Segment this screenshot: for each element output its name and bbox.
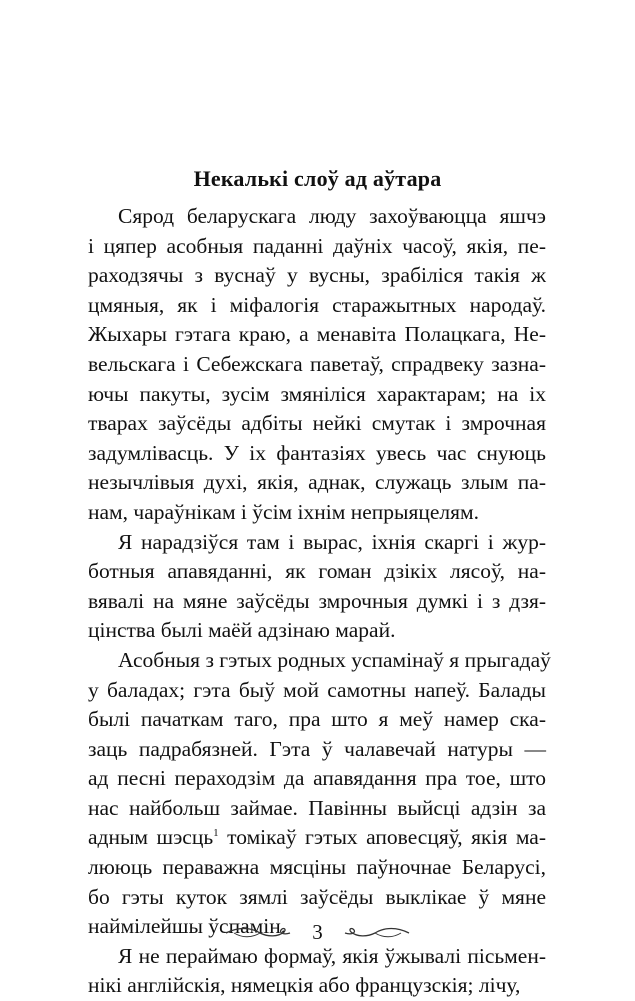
body-text: [88, 202, 551, 1001]
text-line: ботныя апавяданні, як гоман дзікіх лясоў, на-: [88, 559, 546, 584]
text-line: Жыхары гэтага краю, а менавіта Полацкага, Не-: [88, 322, 546, 347]
text-line: раходзячы з вуснаў у вусны, зрабіліся такія ж: [88, 263, 546, 288]
text-line: цінства былі маёй адзінаю марай.: [88, 618, 396, 643]
footnote-marker[interactable]: 1: [213, 827, 219, 840]
text-line: заць падрабязней. Гэта ў чалавечай натуры —: [88, 736, 546, 761]
text-line: і цяпер асобныя паданні даўніх часоў, якія, пе-: [88, 233, 546, 258]
text-line: у баладах; гэта быў мой самотны напеў. Балады: [88, 677, 546, 702]
text-line: Я нарадзіўся там і вырас, іхнія скаргі і жур-: [118, 529, 546, 554]
text-line: нам, чараўнікам і ўсім іхнім непрыяцелям.: [88, 499, 479, 524]
text-line: Я не пераймаю формаў, якія ўжывалі пісьмен-: [118, 943, 546, 968]
text-line: Асобныя з гэтых родных успамінаў я прыгадаў: [118, 647, 551, 672]
text-line: цмяныя, як і міфалогія старажытных народаў.: [88, 292, 546, 317]
text-line: вявалі на мяне заўсёды змрочныя думкі і з дзя-: [88, 588, 546, 613]
chapter-title: Некалькі слоў ад аўтара: [193, 166, 442, 191]
text-line: нікі англійскія, нямецкія або французскія; лічу,: [88, 973, 521, 998]
right-flourish-icon: [341, 925, 411, 941]
text-line: задумлівасць. У іх фантазіях увесь час снуюць: [88, 440, 546, 465]
text-line: ад песні пераходзім да апавядання пра тое, што: [88, 766, 546, 791]
text-line: ючы пакуты, зусім змяніліся характарам; на іх: [88, 381, 546, 406]
text-line: адным шэсць$^1$ томікаў гэтых аповесцяў, якія ма-: [88, 825, 546, 850]
text-line: наймілейшы ўспамін.: [88, 914, 287, 939]
page-number: 3: [312, 920, 323, 944]
page-footer: [0, 920, 635, 945]
text-line: Сярод беларускага люду захоўваюцца яшчэ: [118, 204, 546, 228]
text-line: лююць пераважна мясціны паўночнае Беларусі,: [88, 855, 546, 880]
text-line: тварах заўсёды адбіты нейкі смутак і змрочная: [88, 411, 546, 436]
text-line: незычлівыя духі, якія, аднак, служаць злым па-: [88, 470, 546, 495]
left-flourish-icon: [224, 925, 294, 941]
text-line: былі пачаткам таго, пра што я меў намер ска-: [88, 707, 546, 732]
text-line: бо гэты куток зямлі заўсёды выклікае ў мяне: [88, 884, 546, 909]
text-line: нас найбольш займае. Павінны выйсці адзін за: [88, 795, 546, 820]
text-line: вельскага і Себежскага паветаў, спрадвеку зазна-: [88, 351, 546, 376]
